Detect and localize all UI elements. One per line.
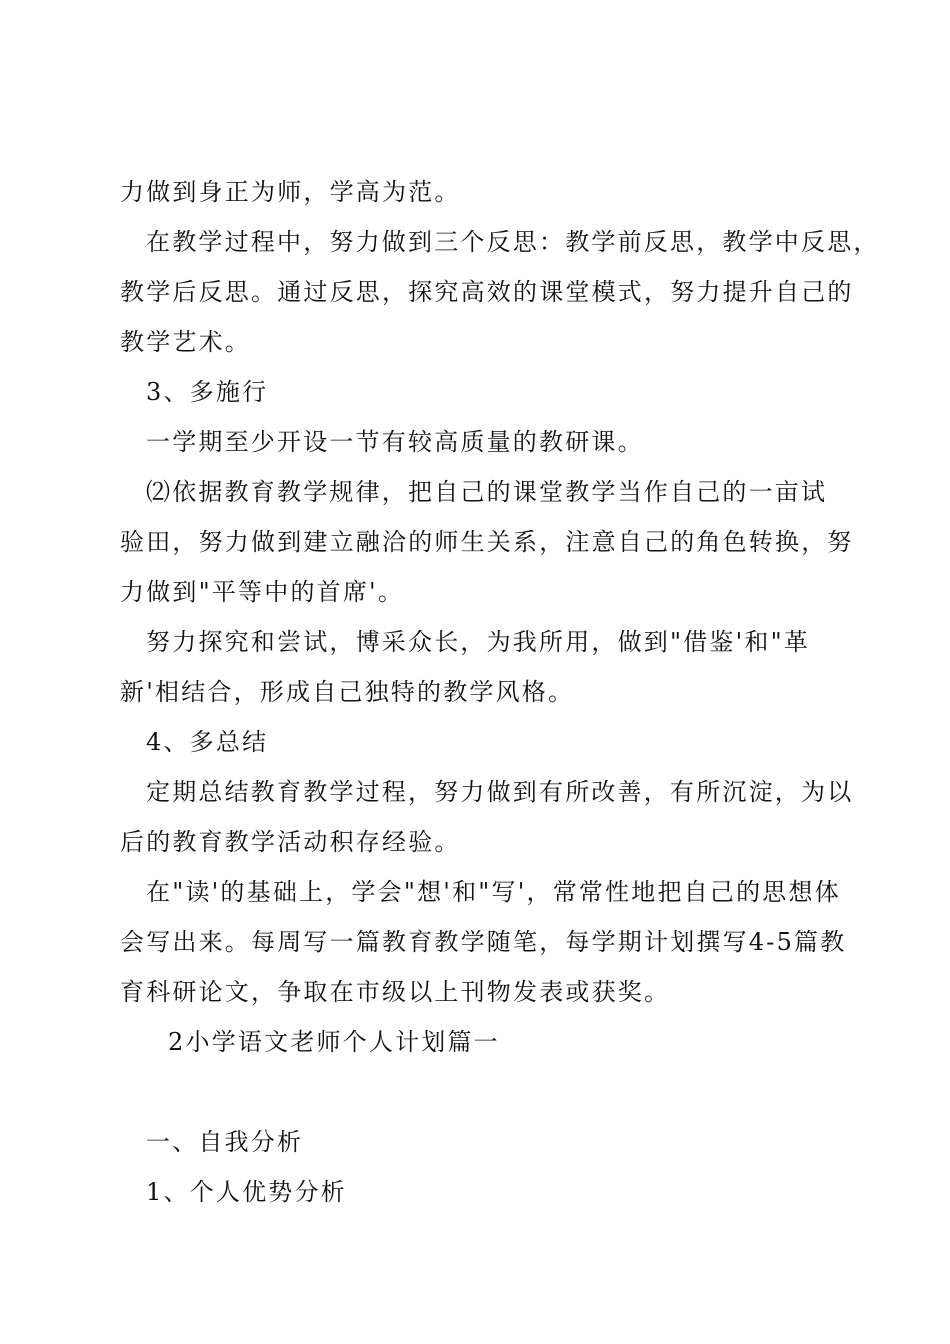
subsection-heading: 1、个人优势分析 [146, 1178, 347, 1206]
paragraph-line: 力做到身正为师，学高为范。 [120, 178, 461, 206]
paragraph-line: 努力探究和尝试，博采众长，为我所用，做到"借鉴'和"革 [146, 628, 811, 656]
section-heading: 4、多总结 [146, 728, 269, 756]
paragraph-line: 验田，努力做到建立融洽的师生关系，注意自己的角色转换，努 [120, 528, 854, 556]
paragraph-line: 育科研论文，争取在市级以上刊物发表或获奖。 [120, 978, 671, 1006]
paragraph-line: 后的教育教学活动积存经验。 [120, 828, 461, 856]
paragraph-line: 在"读'的基础上，学会"想'和"写'，常常性地把自己的思想体 [146, 878, 841, 906]
paragraph-line: 会写出来。每周写一篇教育教学随笔，每学期计划撰写4-5篇教 [120, 928, 847, 956]
paragraph-line: 定期总结教育教学过程，努力做到有所改善，有所沉淀，为以 [146, 778, 854, 806]
document-title: 2小学语文老师个人计划篇一 [168, 1028, 500, 1056]
section-heading: 3、多施行 [146, 378, 269, 406]
paragraph-line: 力做到"平等中的首席'。 [120, 578, 405, 606]
paragraph-line: 新'相结合，形成自己独特的教学风格。 [120, 678, 575, 706]
section-heading: 一、自我分析 [146, 1128, 304, 1156]
paragraph-line: ⑵依据教育教学规律，把自己的课堂教学当作自己的一亩试 [146, 478, 828, 506]
paragraph-line: 在教学过程中，努力做到三个反思：教学前反思，教学中反思， [146, 228, 880, 256]
paragraph-line: 一学期至少开设一节有较高质量的教研课。 [146, 428, 644, 456]
paragraph-line: 教学后反思。通过反思，探究高效的课堂模式，努力提升自己的 [120, 278, 854, 306]
paragraph-line: 教学艺术。 [120, 328, 251, 356]
